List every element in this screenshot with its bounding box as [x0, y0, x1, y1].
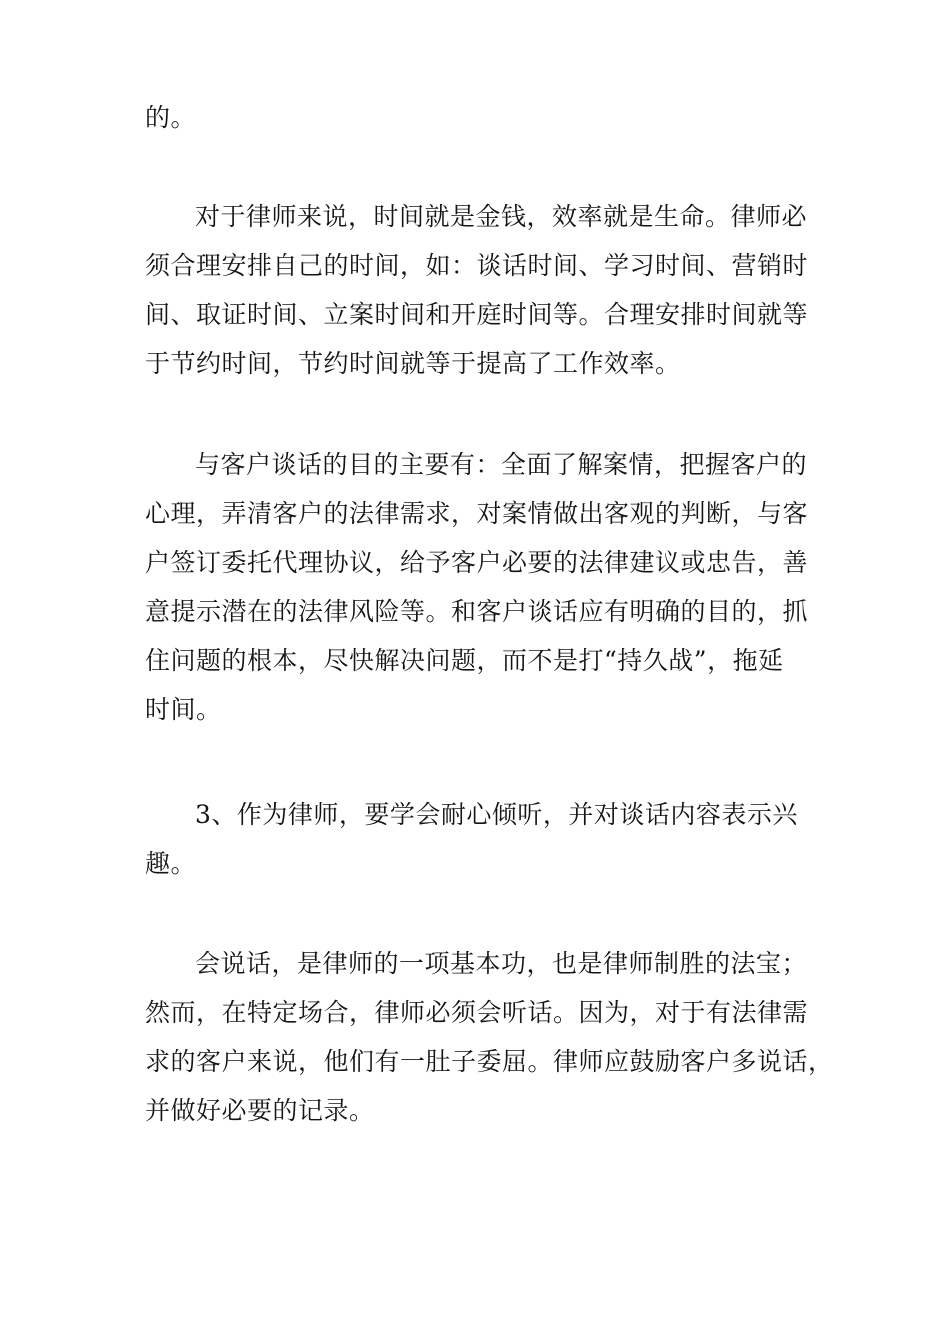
text-line: 须合理安排自己的时间，如：谈话时间、学习时间、营销时	[145, 251, 809, 280]
text-line: 会说话，是律师的一项基本功，也是律师制胜的法宝；	[195, 949, 808, 978]
text-line: 心理，弄清客户的法律需求，对案情做出客观的判断，与客	[145, 499, 809, 528]
text-line: 3、作为律师，要学会耐心倾听，并对谈话内容表示兴	[195, 800, 798, 829]
text-line: 对于律师来说，时间就是金钱，效率就是生命。律师必	[195, 202, 808, 231]
text-line: 时间。	[145, 695, 222, 724]
paragraph-listening	[145, 939, 834, 1135]
text-line: 间、取证时间、立案时间和开庭时间等。合理安排时间就等	[145, 300, 809, 329]
paragraph-time-efficiency	[145, 192, 825, 388]
text-line: 然而，在特定场合，律师必须会听话。因为，对于有法律需	[145, 998, 809, 1027]
paragraph-client-talk-purpose	[145, 440, 825, 734]
text-line: 并做好必要的记录。	[145, 1096, 375, 1125]
paragraph-continuation	[145, 93, 825, 142]
text-line: 与客户谈话的目的主要有：全面了解案情，把握客户的	[195, 450, 808, 479]
text-line: 户签订委托代理协议，给予客户必要的法律建议或忠告，善	[145, 548, 809, 577]
text-line: 住问题的根本，尽快解决问题，而不是打“持久战”，拖延	[145, 646, 784, 675]
text-line: 求的客户来说，他们有一肚子委屈。律师应鼓励客户多说话，	[145, 1047, 834, 1076]
text-line: 于节约时间，节约时间就等于提高了工作效率。	[145, 349, 681, 378]
paragraph-point-3	[145, 790, 825, 888]
text-line: 的。	[145, 103, 197, 132]
text-line: 意提示潜在的法律风险等。和客户谈话应有明确的目的，抓	[145, 597, 809, 626]
text-line: 趣。	[145, 849, 197, 878]
